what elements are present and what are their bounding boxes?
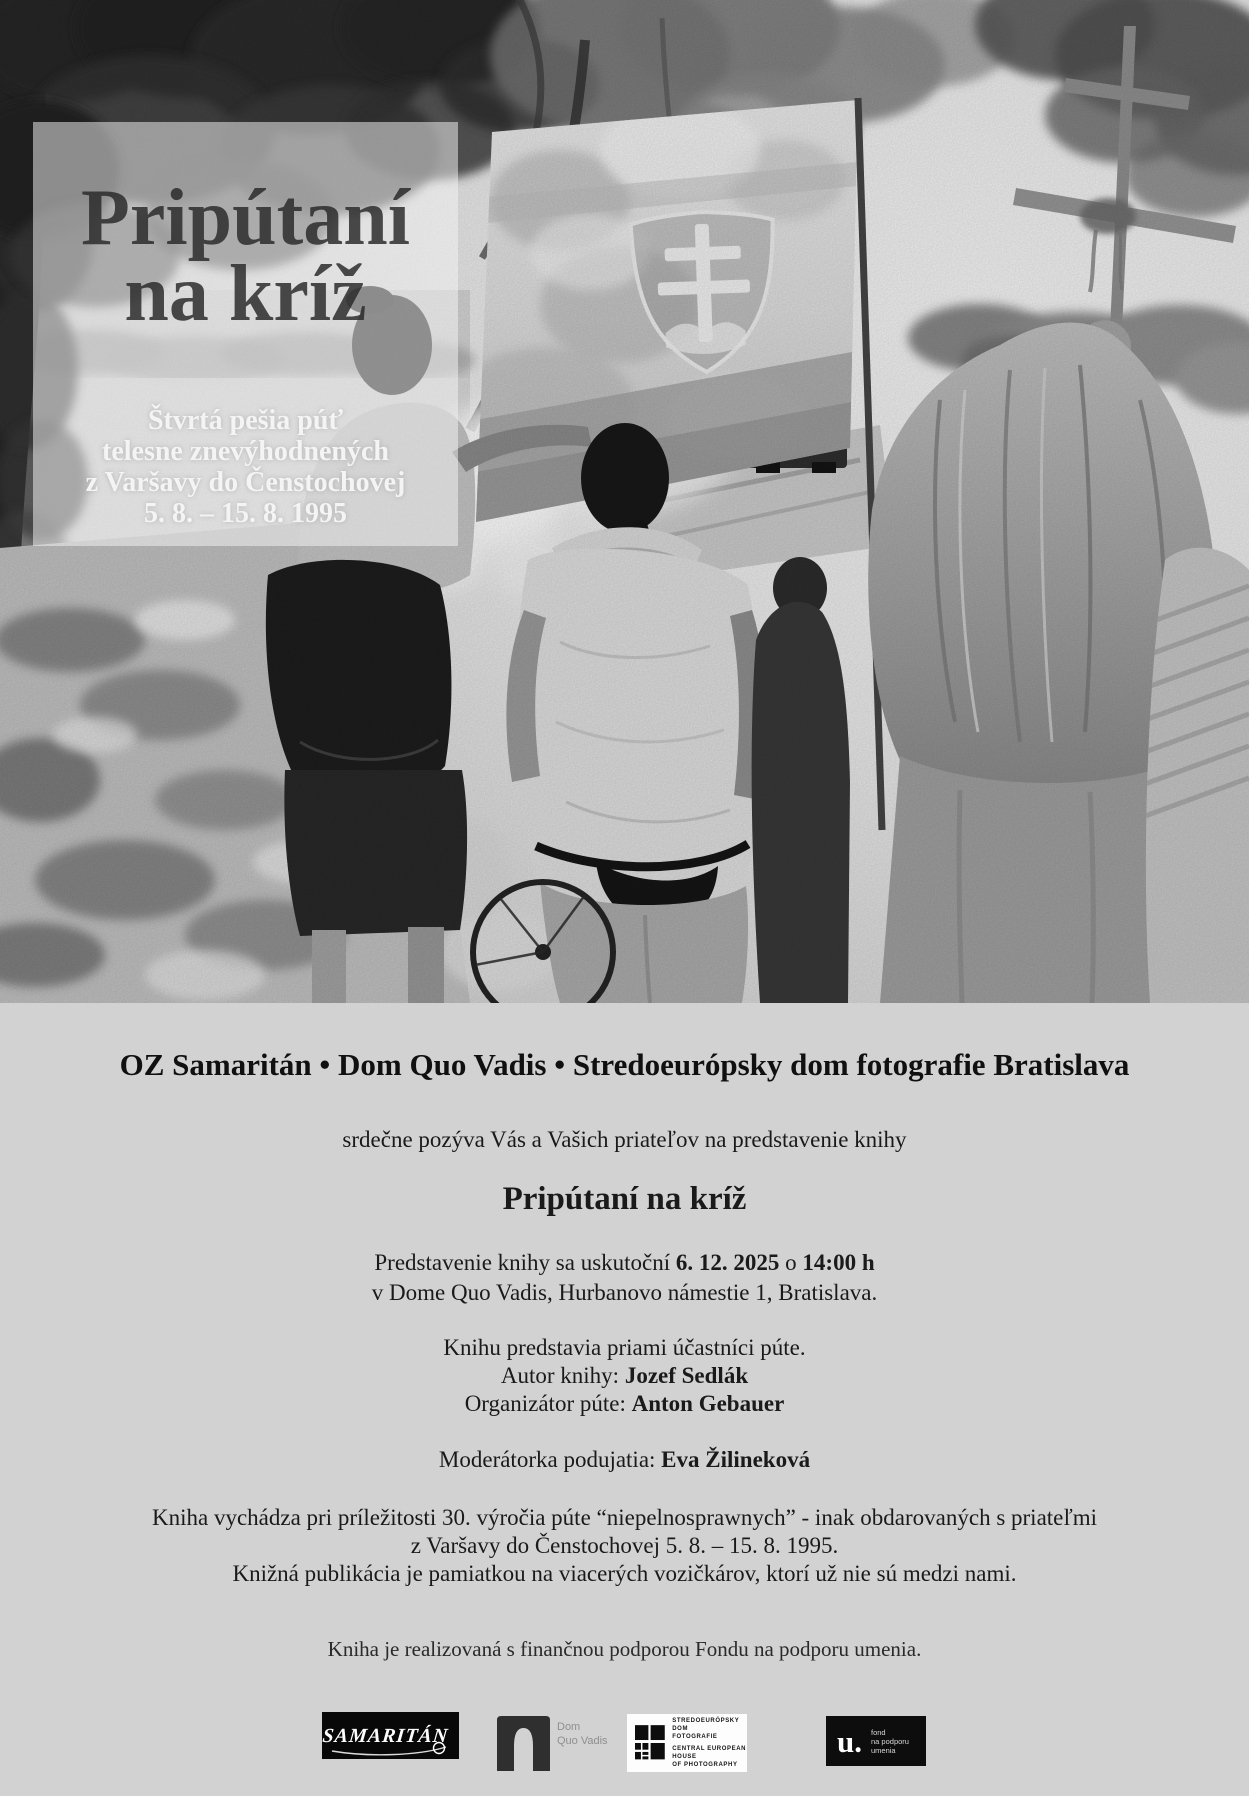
subtitle-line: Štvrtá pešia púť [147, 405, 344, 436]
organizer-label: Organizátor púte: [464, 1391, 632, 1416]
event-datetime [0, 1249, 1249, 1277]
poster-subtitle [33, 405, 458, 529]
author-label: Autor knihy: [500, 1363, 625, 1388]
sedf-logo-line: OF PHOTOGRAPHY [672, 1762, 738, 1768]
sedf-logo [627, 1714, 747, 1772]
author-name: Jozef Sedlák [624, 1363, 749, 1388]
fpu-logo [826, 1716, 926, 1766]
event-date: 6. 12. 2025 [675, 1250, 780, 1275]
moderator-line [0, 1446, 1249, 1474]
subtitle-line: z Varšavy do Čenstochovej [85, 467, 406, 498]
dom-quo-vadis-logo [497, 1716, 627, 1774]
moderator-label: Moderátorka podujatia: [438, 1447, 662, 1472]
about-line: Knižná publikácia je pamiatkou na viacerých vozičkárov, ktorí už nie sú medzi nami. [232, 1561, 1017, 1586]
photo-house-grid-icon [635, 1719, 666, 1767]
title-overlay [33, 122, 458, 546]
organizer-line [0, 1390, 1249, 1418]
poster-title-line2: na kríž [124, 250, 367, 338]
organizers-line: OZ Samaritán • Dom Quo Vadis • Stredoeurópsky dom fotografie Bratislava [119, 1047, 1130, 1082]
event-location: v Dome Quo Vadis, Hurbanovo námestie 1, Bratislava. [371, 1280, 878, 1305]
sedf-logo-line: CENTRAL EUROPEAN HOUSE [672, 1746, 747, 1760]
organizer-name: Anton Gebauer [631, 1391, 785, 1416]
invitation-line: srdečne pozýva Vás a Vašich priateľov na predstavenie knihy [342, 1127, 907, 1152]
samaritan-logo [322, 1712, 459, 1759]
event-connector: o [779, 1250, 803, 1275]
subtitle-line: 5. 8. – 15. 8. 1995 [144, 498, 347, 529]
event-when-prefix: Predstavenie knihy sa uskutoční [374, 1250, 676, 1275]
samaritan-logo-text: SAMARITÁN [322, 1725, 450, 1747]
about-line: z Varšavy do Čenstochovej 5. 8. – 15. 8. 1995. [410, 1533, 839, 1558]
fpu-logo-line: na podporu [871, 1736, 909, 1746]
subtitle-line: telesne znevýhodnených [102, 436, 389, 467]
fpu-logo-symbol: u. [837, 1723, 862, 1759]
arch-icon [497, 1716, 550, 1771]
funding-note: Kniha je realizovaná s finančnou podporou Fondu na podporu umenia. [327, 1637, 922, 1661]
sedf-logo-line: STREDOEURÓPSKY DOM [672, 1718, 740, 1732]
about-line: Kniha vychádza pri príležitosti 30. výročia púte “niepelnosprawnych” - inak obdarovaných s priateľmi [152, 1505, 1097, 1530]
invitation-panel [0, 1003, 1249, 1796]
dqv-logo-line1: Dom [557, 1721, 581, 1733]
about-book-paragraph [0, 1504, 1249, 1588]
participants-intro: Knihu predstavia priami účastníci púte. [443, 1335, 806, 1360]
author-line [0, 1362, 1249, 1390]
moderator-name: Eva Žilineková [661, 1447, 811, 1472]
event-time: 14:00 h [802, 1250, 875, 1275]
sedf-logo-line: FOTOGRAFIE [672, 1734, 718, 1740]
fpu-logo-line: umenia [871, 1745, 896, 1755]
book-title: Pripútaní na kríž [502, 1181, 747, 1217]
poster-title-line1: Pripútaní [81, 174, 410, 262]
dqv-logo-line2: Quo Vadis [557, 1735, 608, 1747]
fpu-logo-line: fond [871, 1727, 886, 1737]
